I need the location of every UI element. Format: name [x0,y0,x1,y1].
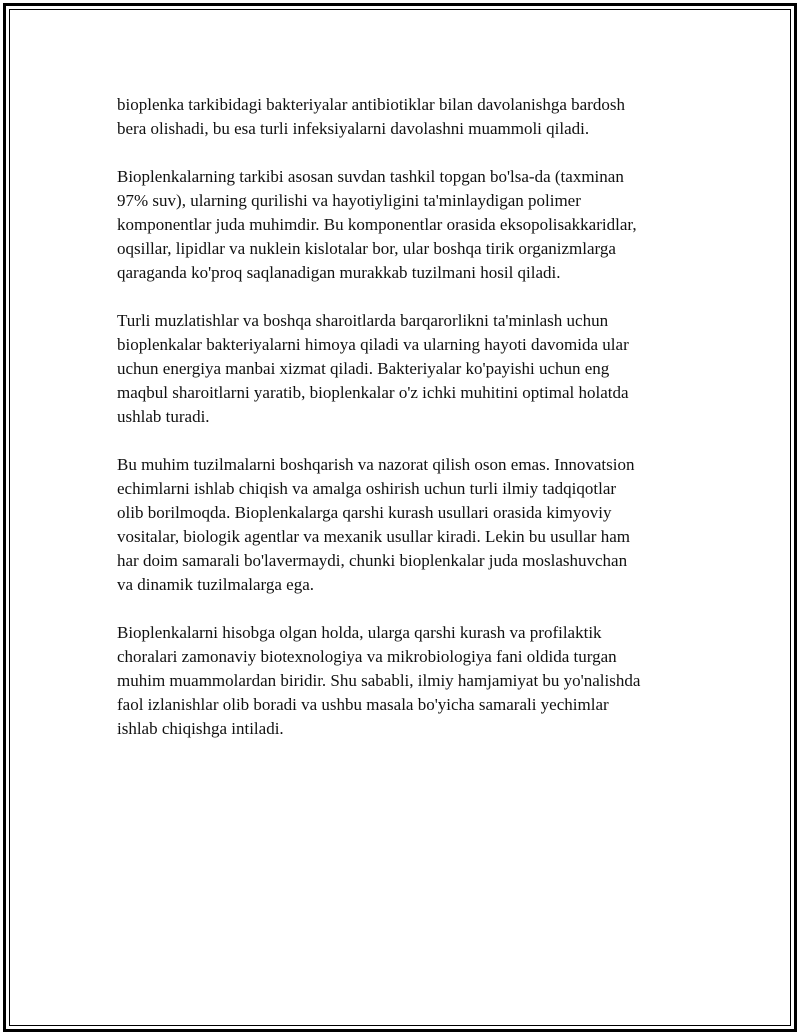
text-line: faol izlanishlar olib boradi va ushbu masala bo'yicha samarali yechimlar [117,695,609,714]
text-line: Bioplenkalarni hisobga olgan holda, ularga qarshi kurash va profilaktik [117,623,602,642]
text-line: bioplenkalar bakteriyalarni himoya qiladi va ularning hayoti davomida ular [117,335,629,354]
text-line: Bu muhim tuzilmalarni boshqarish va nazorat qilish oson emas. Innovatsion [117,455,635,474]
text-line: Bioplenkalarning tarkibi asosan suvdan tashkil topgan bo'lsa-da (taxminan [117,167,624,186]
text-line: Turli muzlatishlar va boshqa sharoitlarda barqarorlikni ta'minlash uchun [117,311,609,330]
text-line: bera olishadi, bu esa turli infeksiyalarni davolashni muammoli qiladi. [117,119,590,138]
text-line: har doim samarali bo'lavermaydi, chunki bioplenkalar juda moslashuvchan [117,551,628,570]
text-line: bioplenka tarkibidagi bakteriyalar antibiotiklar bilan davolanishga bardosh [117,95,625,114]
text-line: 97% suv), ularning qurilishi va hayotiyligini ta'minlaydigan polimer [117,191,581,210]
text-line: maqbul sharoitlarni yaratib, bioplenkalar o'z ichki muhitini optimal holatda [117,383,629,402]
text-line: choralari zamonaviy biotexnologiya va mikrobiologiya fani oldida turgan [117,647,617,666]
text-line: uchun energiya manbai xizmat qiladi. Bakteriyalar ko'payishi uchun eng [117,359,610,378]
text-line: echimlarni ishlab chiqish va amalga oshirish uchun turli ilmiy tadqiqotlar [117,479,617,498]
text-line: vositalar, biologik agentlar va mexanik usullar kiradi. Lekin bu usullar ham [117,527,630,546]
text-line: olib borilmoqda. Bioplenkalarga qarshi kurash usullari orasida kimyoviy [117,503,612,522]
document-body [117,93,707,765]
text-line: qaraganda ko'proq saqlanadigan murakkab tuzilmani hosil qiladi. [117,263,561,282]
text-line: ushlab turadi. [117,407,210,426]
paragraph-3 [117,309,707,429]
text-line: ishlab chiqishga intiladi. [117,719,284,738]
paragraph-5 [117,621,707,741]
text-line: muhim muammolardan biridir. Shu sababli, ilmiy hamjamiyat bu yo'nalishda [117,671,641,690]
text-line: va dinamik tuzilmalarga ega. [117,575,315,594]
paragraph-1 [117,93,707,141]
paragraph-2 [117,165,707,285]
paragraph-4 [117,453,707,597]
text-line: oqsillar, lipidlar va nuklein kislotalar bor, ular boshqa tirik organizmlarga [117,239,616,258]
text-line: komponentlar juda muhimdir. Bu komponentlar orasida eksopolisakkaridlar, [117,215,637,234]
